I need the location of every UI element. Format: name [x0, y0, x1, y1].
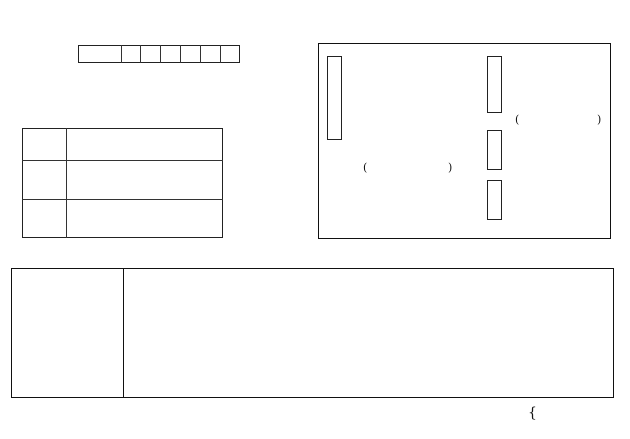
welfare-side-box	[487, 130, 502, 170]
housing-name-field[interactable]	[67, 161, 222, 198]
other-paren-right: )	[597, 113, 602, 126]
other-paren-left: (	[515, 113, 520, 126]
no-income-side-box	[487, 56, 502, 113]
household-table-bold-section	[11, 268, 124, 398]
other-income-paren-left: (	[363, 161, 368, 174]
present-income-side-box	[327, 56, 342, 140]
address-field[interactable]	[67, 129, 222, 159]
name-field[interactable]	[67, 200, 222, 237]
named-number-box[interactable]	[78, 45, 240, 63]
size-brace: {	[528, 405, 537, 421]
other-income-paren-right: )	[448, 161, 453, 174]
income-box	[318, 43, 611, 239]
support-side-box	[487, 180, 502, 220]
